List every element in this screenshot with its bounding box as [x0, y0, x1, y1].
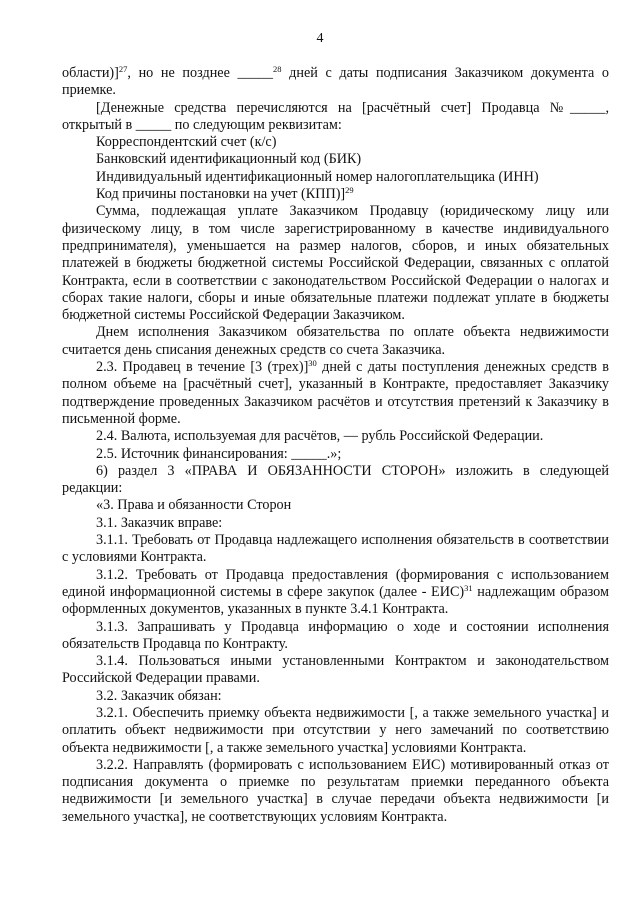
paragraph [62, 186, 609, 203]
paragraph-text: 2.3. Продавец в течение [3 (трех)] [96, 359, 309, 376]
paragraph-text: 3.2. Заказчик обязан: [96, 687, 222, 704]
page-number: 4 [316, 31, 324, 46]
paragraph-text: Сумма, подлежащая уплате Заказчиком Продавцу (юридическому лицу или физическому лицу, в том числе зарегистрированному в качестве индивидуального предпринимателя), уменьшается на размер налогов, сборов, и иных обязательных платежей в бюджеты бюджетной системы Российской Федерации, связанных с оплатой Контракта, если в соответствии с законодательством Российской Федерации о налогах и сборах такие налоги, сборы и иные обязательные платежи подлежат уплате в бюджеты бюджетной системы Российской Федерации Заказчиком. [62, 203, 609, 324]
paragraph-text: дней с даты поступления денежных средств в полном объеме на [расчётный счет], указанный в Контракте, предоставляет Заказчику подтверждение проведенных Заказчиком расчётов и отсутствия претензий к Заказчику в письменной форме. [62, 359, 609, 427]
paragraph-text: 3.1. Заказчик вправе: [96, 514, 223, 531]
paragraph-text: 3.1.2. Требовать от Продавца предоставления (формирования с использованием единой информационной системы в сфере закупок (далее - ЕИС) [62, 566, 609, 600]
paragraph [62, 151, 609, 168]
paragraph-text: 6) раздел 3 «ПРАВА И ОБЯЗАННОСТИ СТОРОН» изложить в следующей редакции: [62, 462, 609, 497]
paragraph-text: 3.1.4. Пользоваться иными установленными Контрактом и законодательством Российской Федерации правами. [62, 653, 609, 687]
paragraph [62, 705, 609, 757]
paragraph-text: 2.4. Валюта, используемая для расчётов, — рубль Российской Федерации. [96, 428, 544, 445]
paragraph-text: «3. Права и обязанности Сторон [96, 497, 292, 514]
paragraph-text: Банковский идентификационный код (БИК) [96, 151, 362, 168]
footnote-ref: 28 [273, 64, 282, 74]
paragraph-text: Корреспондентский счет (к/с) [96, 134, 277, 151]
paragraph-text: Днем исполнения Заказчиком обязательства по оплате объекта недвижимости считается день списания денежных средств со счета Заказчика. [62, 324, 609, 358]
paragraph-text: Индивидуальный идентификационный номер налогоплательщика (ИНН) [96, 168, 539, 185]
footnote-ref: 31 [464, 582, 473, 593]
paragraph [62, 757, 609, 826]
footnote-ref: 27 [118, 64, 128, 74]
paragraph-text: 3.2.2. Направлять (формировать с использованием ЕИС) мотивированный отказ от подписания документа о приемке по результатам приемки переданного объекта недвижимости [и земельного участка] в случае передачи объекта недвижимости [и земельного участка], не соответствующих условиям Контракта. [62, 756, 609, 825]
paragraph [62, 100, 609, 135]
paragraph-text: [Денежные средства перечисляются на [расчётный счет] Продавца №_____, открытый в _____ по следующим реквизитам: [62, 99, 609, 133]
paragraph [62, 567, 609, 619]
paragraph-text: дней с даты подписания Заказчиком документа о приемке. [62, 65, 610, 99]
paragraph [62, 688, 609, 705]
paragraph-text: 3.1.1. Требовать от Продавца надлежащего исполнения обязательств в соответствии с условиями Контракта. [62, 532, 609, 566]
document-body [62, 65, 609, 826]
paragraph [62, 619, 609, 654]
paragraph [62, 359, 609, 428]
paragraph [62, 653, 609, 688]
paragraph-text: , но не позднее _____ [127, 65, 273, 81]
paragraph-text: надлежащим образом оформленных документов, указанных в пункте 3.4.1 Контракта. [62, 583, 609, 618]
paragraph [62, 515, 609, 532]
footnote-ref: 29 [345, 185, 354, 196]
paragraph-text: 3.1.3. Запрашивать у Продавца информацию о ходе и состоянии исполнения обязательств Продавца по Контракту. [62, 618, 609, 652]
footnote-ref: 30 [308, 358, 317, 369]
paragraph [62, 324, 609, 359]
paragraph-text: Код причины постановки на учет (КПП)] [96, 186, 346, 203]
paragraph [62, 428, 609, 445]
paragraph [62, 169, 609, 186]
paragraph-text: 3.2.1. Обеспечить приемку объекта недвижимости [, а также земельного участка] и оплатить объект недвижимости при отсутствии у него замечаний по соответствию объекта недвижимости [, а также земельного участка] условиями Контракта. [62, 704, 609, 756]
paragraph-text: области)] [62, 65, 119, 81]
paragraph [62, 532, 609, 567]
paragraph [62, 446, 609, 463]
paragraph-text: 2.5. Источник финансирования: _____.»; [96, 445, 342, 462]
paragraph [62, 134, 609, 151]
paragraph [62, 463, 609, 498]
paragraph [62, 203, 609, 324]
paragraph [62, 497, 609, 514]
paragraph [62, 65, 609, 100]
